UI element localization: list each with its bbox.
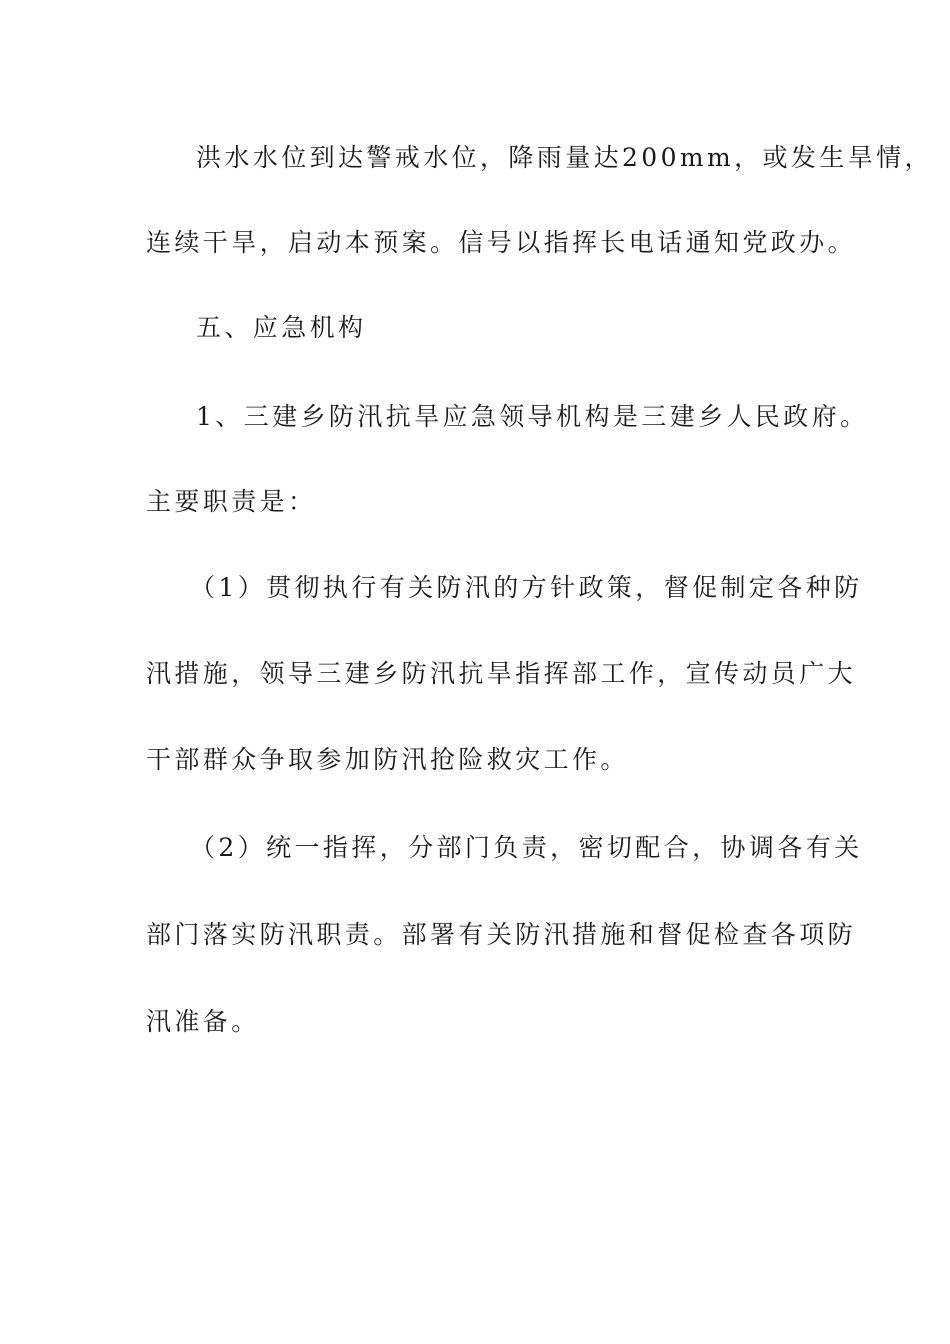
list-item-line: 干部群众争取参加防汛抢险救灾工作。 <box>146 745 629 774</box>
list-item-line: （2）统一指挥，分部门负责，密切配合，协调各有关 <box>190 833 863 862</box>
paragraph-line: 1、三建乡防汛抗旱应急领导机构是三建乡人民政府。 <box>196 402 869 431</box>
paragraph-line: 洪水水位到达警戒水位，降雨量达200mm，或发生旱情， <box>196 143 933 172</box>
paragraph-line: 连续干旱，启动本预案。信号以指挥长电话通知党政办。 <box>146 228 857 257</box>
list-item-line: 部门落实防汛职责。部署有关防汛措施和督促检查各项防 <box>146 920 857 949</box>
list-item-line: 汛措施，领导三建乡防汛抗旱指挥部工作，宣传动员广大 <box>146 659 857 688</box>
list-item-line: 汛准备。 <box>146 1007 260 1036</box>
list-item-line: （1）贯彻执行有关防汛的方针政策，督促制定各种防 <box>190 573 863 602</box>
paragraph-line: 主要职责是： <box>146 487 317 516</box>
section-heading: 五、应急机构 <box>196 313 367 342</box>
